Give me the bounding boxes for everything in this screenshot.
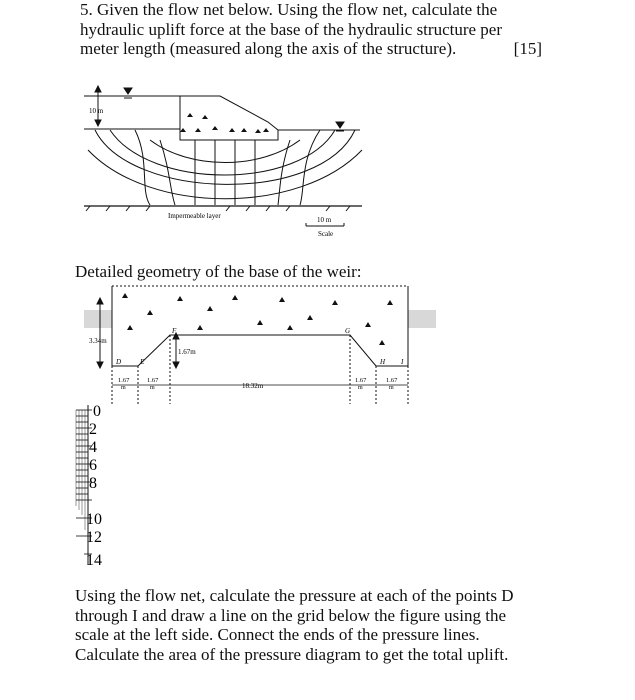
head-label: 10 m bbox=[89, 107, 104, 115]
scale-label-14: 14 bbox=[86, 552, 102, 569]
dim-ef-value: 1.67 bbox=[147, 377, 159, 384]
point-i: I bbox=[401, 358, 404, 366]
dim-ef-unit: m bbox=[150, 385, 155, 391]
equipotential-2 bbox=[160, 140, 175, 205]
dim-gh-unit: m bbox=[358, 385, 363, 391]
point-d: D bbox=[116, 358, 122, 366]
scale-caption: Scale bbox=[318, 230, 334, 238]
dim-gh-value: 1.67 bbox=[355, 377, 367, 384]
left-soil bbox=[84, 310, 112, 328]
question-line-2: hydraulic uplift force at the base of the hydraulic structure per bbox=[80, 19, 502, 39]
upstream-water-marker bbox=[124, 88, 132, 94]
closing-line-2: through I and draw a line on the grid below the figure using the bbox=[75, 605, 507, 625]
flow-net-diagram bbox=[84, 86, 362, 226]
flow-line-2 bbox=[95, 130, 355, 184]
flow-line-3 bbox=[88, 150, 362, 199]
point-f: F bbox=[172, 327, 177, 335]
subheading: Detailed geometry of the base of the weir: bbox=[75, 262, 362, 281]
dim-hi-unit: m bbox=[389, 385, 394, 391]
weir-fill-dots bbox=[180, 113, 269, 133]
equipotential-1 bbox=[135, 130, 150, 205]
closing-text bbox=[75, 586, 555, 664]
scale-label-2: 2 bbox=[89, 421, 97, 438]
flow-line-0 bbox=[150, 140, 300, 163]
scale-label-4: 4 bbox=[89, 439, 97, 456]
scale-value: 10 m bbox=[317, 216, 332, 224]
question-points: [15] bbox=[513, 39, 542, 58]
head-arrow-down bbox=[95, 120, 101, 126]
point-g: G bbox=[345, 327, 351, 335]
question-line-3: meter length (measured along the axis of the structure). bbox=[80, 39, 457, 58]
closing-line-1: Using the flow net, calculate the pressure at each of the points D bbox=[75, 586, 514, 605]
height-arrow-up bbox=[97, 298, 103, 304]
scale-label-6: 6 bbox=[89, 457, 97, 474]
scale-label-8: 8 bbox=[89, 475, 97, 492]
dim-de-value: 1.67 bbox=[118, 377, 130, 384]
weir-outline bbox=[112, 286, 408, 366]
equipotential-8 bbox=[300, 130, 320, 205]
question-line-1: 5. Given the flow net below. Using the flow net, calculate the bbox=[80, 0, 498, 19]
point-h: H bbox=[380, 358, 386, 366]
closing-line-4: Calculate the area of the pressure diagram to get the total uplift. bbox=[75, 644, 509, 664]
step-arrow-down bbox=[173, 362, 179, 368]
dim-de-unit: m bbox=[121, 385, 126, 391]
scale-label-0: 0 bbox=[93, 403, 101, 420]
weir-body bbox=[180, 96, 278, 140]
tailwater-marker bbox=[336, 122, 344, 128]
head-arrow-up bbox=[95, 86, 101, 92]
dim-hi-value: 1.67 bbox=[386, 377, 398, 384]
scale-label-12: 12 bbox=[86, 529, 102, 546]
impermeable-layer-label: Impermeable layer bbox=[168, 212, 221, 220]
impermeable-hatch bbox=[86, 206, 350, 211]
right-soil bbox=[408, 310, 436, 328]
closing-line-3: scale at the left side. Connect the ends of the pressure lines. bbox=[75, 625, 480, 644]
step-label: 1.67m bbox=[178, 348, 196, 356]
height-label: 3.34m bbox=[89, 337, 107, 345]
point-e: E bbox=[140, 358, 145, 366]
base-length: 18.32m bbox=[242, 382, 264, 390]
scale-label-10: 10 bbox=[86, 511, 102, 528]
height-arrow-down bbox=[97, 362, 103, 368]
